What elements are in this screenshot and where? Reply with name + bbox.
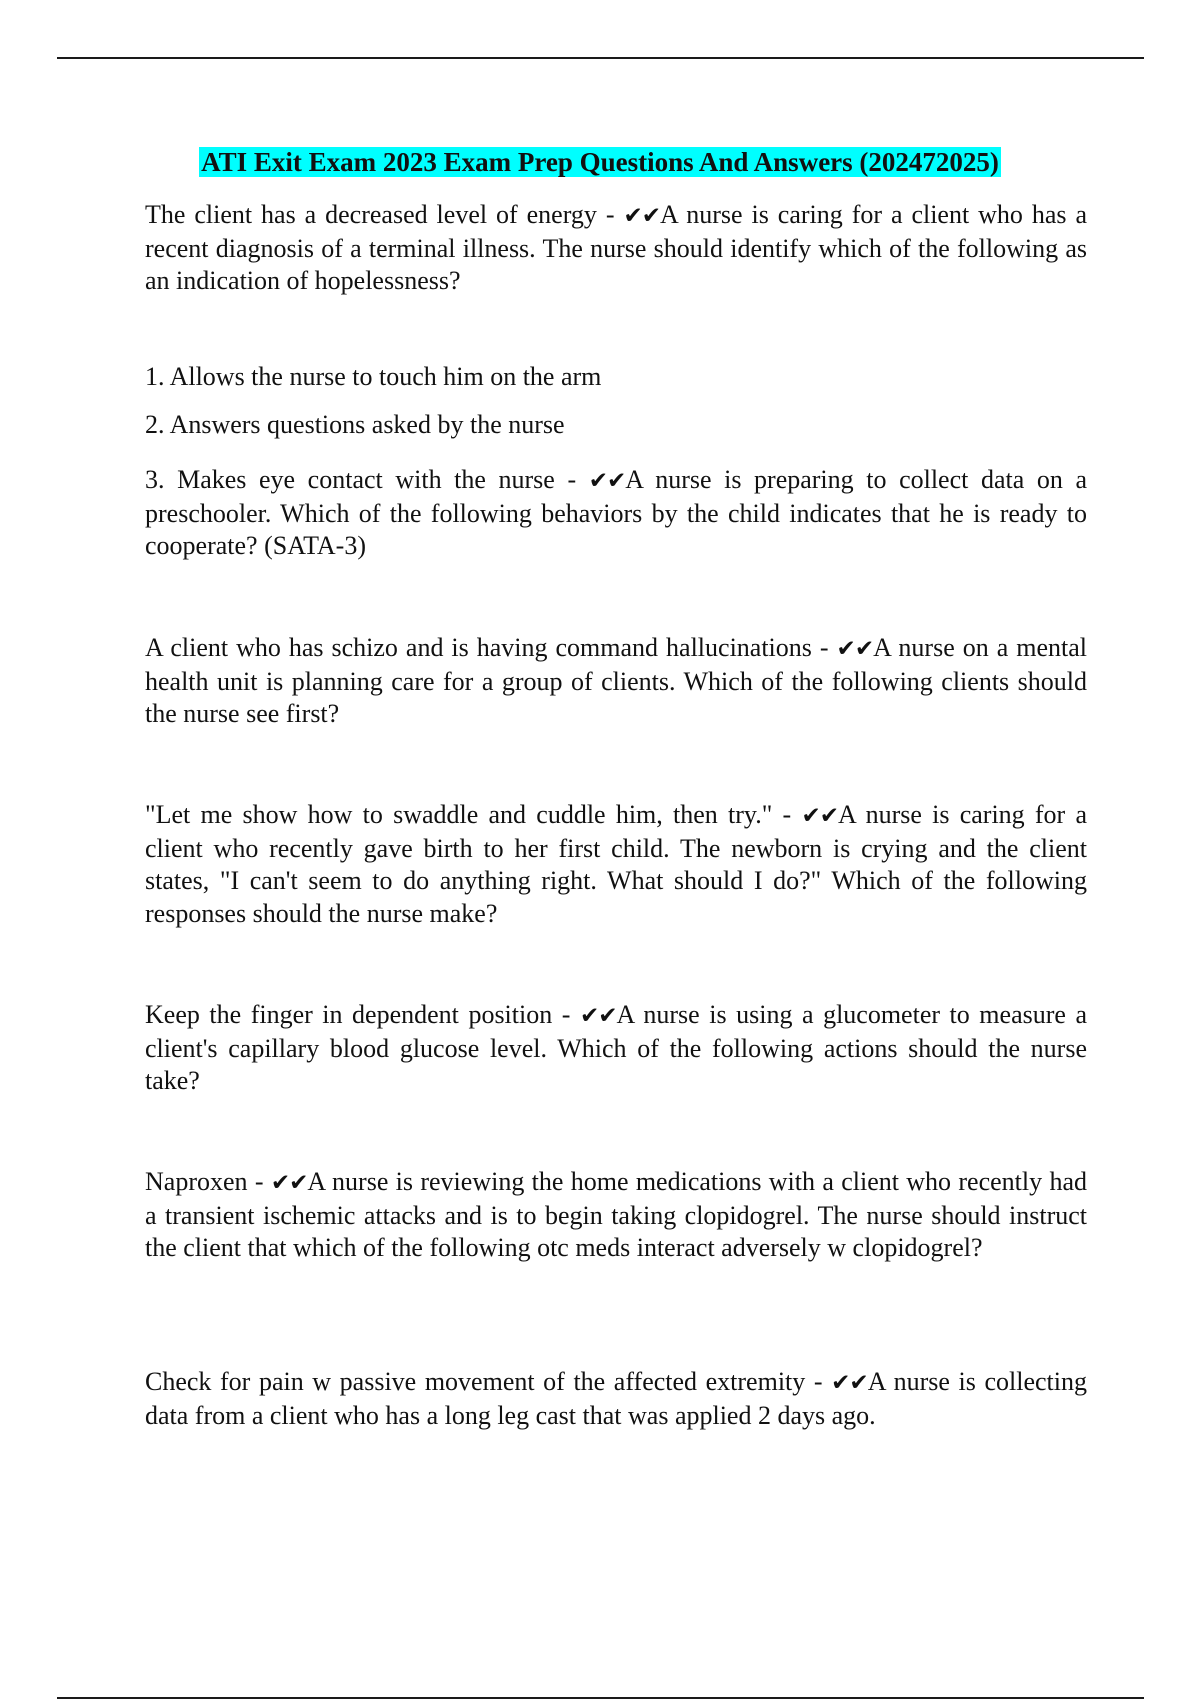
- question-text: A nurse is reviewing the home medications with a client who recently had a transient ischemic attacks and is to begin taking clopidogrel. The nurse should instruct the client that which of the following otc meds interact adversely w clopidogrel?: [145, 1167, 1087, 1262]
- option-item-2: [145, 409, 1087, 442]
- checkmark-icon: ✔✔: [623, 203, 660, 229]
- qa-block-6: [145, 1166, 1087, 1265]
- answer-text: 3. Makes eye contact with the nurse -: [145, 465, 589, 494]
- answer-text: "Let me show how to swaddle and cuddle him, then try." -: [145, 800, 802, 829]
- question-text: A nurse is caring for a client who recently gave birth to her first child. The newborn is crying and the client states, "I can't seem to do anything right. What should I do?" Which of the following responses should the nurse make?: [145, 800, 1087, 928]
- option-text: 1. Allows the nurse to touch him on the arm: [145, 362, 602, 391]
- question-text: A nurse is using a glucometer to measure a client's capillary blood glucose level. Which of the following actions should the nurse take?: [145, 1000, 1088, 1095]
- qa-block-5: [145, 999, 1087, 1098]
- question-text: A nurse is caring for a client who has a recent diagnosis of a terminal illness. The nurse should identify which of the following as an indication of hopelessness?: [145, 200, 1087, 295]
- option-text: 2. Answers questions asked by the nurse: [145, 410, 565, 439]
- qa-block-3: [145, 632, 1087, 731]
- qa-block-7: [145, 1366, 1087, 1432]
- checkmark-icon: ✔✔: [836, 636, 874, 662]
- qa-block-4: [145, 799, 1087, 930]
- answer-text: Naproxen -: [145, 1167, 271, 1196]
- checkmark-icon: ✔✔: [831, 1370, 868, 1396]
- header-rule: [57, 57, 1144, 59]
- page-title: [0, 145, 1200, 179]
- answer-text: A client who has schizo and is having command hallucinations -: [145, 633, 837, 662]
- footer-rule: [57, 1697, 1144, 1699]
- checkmark-icon: ✔✔: [801, 803, 838, 829]
- option-item-1: [145, 361, 1087, 394]
- checkmark-icon: ✔✔: [579, 1003, 617, 1029]
- question-text: A nurse is collecting data from a client who has a long leg cast that was applied 2 days ago.: [145, 1367, 1088, 1430]
- checkmark-icon: ✔✔: [588, 468, 626, 494]
- qa-block-1: [145, 199, 1087, 298]
- answer-text: Keep the finger in dependent position -: [145, 1000, 580, 1029]
- checkmark-icon: ✔✔: [270, 1170, 308, 1196]
- qa-block-2: [145, 464, 1087, 563]
- answer-text: Check for pain w passive movement of the affected extremity -: [145, 1367, 832, 1396]
- question-text: A nurse on a mental health unit is planning care for a group of clients. Which of the following clients should the nurse see first?: [145, 633, 1088, 728]
- page-title-highlight: ATI Exit Exam 2023 Exam Prep Questions And Answers (202472025): [201, 147, 999, 177]
- question-text: A nurse is preparing to collect data on a preschooler. Which of the following behaviors by the child indicates that he is ready to cooperate? (SATA-3): [145, 465, 1087, 560]
- answer-text: The client has a decreased level of energy -: [145, 200, 624, 229]
